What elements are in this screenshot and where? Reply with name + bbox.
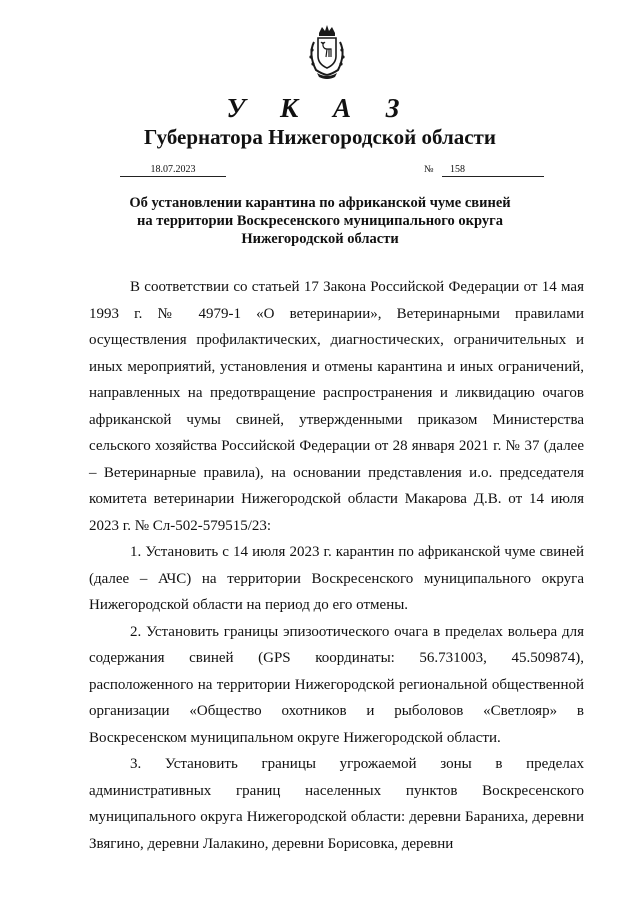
document-date: 18.07.2023	[120, 164, 226, 177]
number-sign: №	[424, 164, 434, 175]
coat-of-arms-icon	[302, 24, 352, 80]
paragraph-item-3: 3. Установить границы угрожаемой зоны в пределах административных границ населенных пунктов Воскресенского муниципального округа Нижегородской области: деревни Бараниха, деревни Звягино, деревни Лалакино, деревни Борисовка, деревни	[89, 756, 584, 852]
title-line: на территории Воскресенского муниципального округа	[137, 213, 503, 229]
document-number-field	[424, 164, 544, 177]
issuer-heading: Губернатора Нижегородской области	[144, 125, 496, 149]
document-body	[89, 274, 584, 857]
paragraph-item-1: 1. Установить с 14 июля 2023 г. карантин по африканской чуме свиней (далее – АЧС) на территории Воскресенского муниципального округа Нижегородской области на период до его отмены.	[89, 544, 584, 613]
document-type-heading: У К А З	[226, 93, 414, 123]
document-title	[80, 194, 560, 248]
document-number: 158	[442, 164, 544, 177]
paragraph-preamble: В соответствии со статьей 17 Закона Российской Федерации от 14 мая 1993 г. № 4979-1 «О ветеринарии», Ветеринарными правилами осуществления профилактических, диагностических, ограничительных и иных мероприятий, установления и отмены карантина и иных ограничений, направленных на предотвращение распространения и ликвидацию очагов африканской чумы свиней, утвержденными приказом Министерства сельского хозяйства Российской Федерации от 28 января 2021 г. № 37 (далее – Ветеринарные правила), на основании представления и.о. председателя комитета ветеринарии Нижегородской области Макарова Д.В. от 14 июля 2023 г. № Сл-502-579515/23:	[89, 279, 584, 534]
title-line: Об установлении карантина по африканской чуме свиней	[129, 195, 511, 211]
title-line: Нижегородской области	[241, 231, 399, 247]
paragraph-item-2: 2. Установить границы эпизоотического очага в пределах вольера для содержания свиней (GPS координаты: 56.731003, 45.509874), расположенного на территории Нижегородской региональной общественной организации «Общество охотников и рыболовов «Светлояр» в Воскресенском муниципальном округе Нижегородской области.	[89, 623, 584, 746]
